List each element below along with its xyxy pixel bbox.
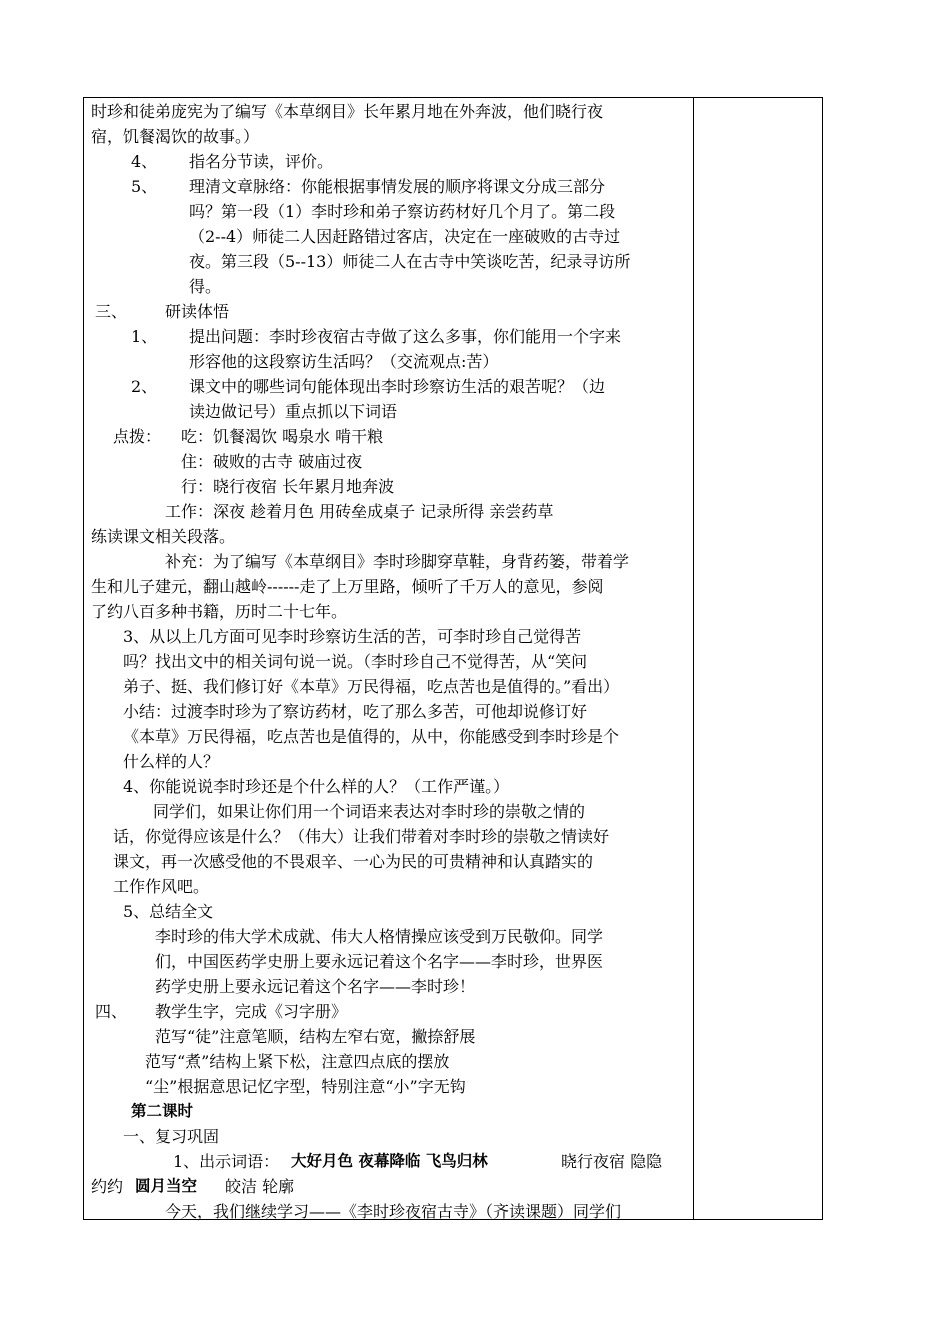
- list-number: 2、: [131, 377, 158, 396]
- section-number: 三、: [95, 302, 128, 321]
- text-line: （2--4）师徒二人因赶路错过客店，决定在一座破败的古寺过: [189, 227, 621, 246]
- text-line: 读边做记号）重点抓以下词语: [189, 402, 398, 421]
- text-line: 约约: [91, 1177, 124, 1196]
- text-line: 们，中国医药学史册上要永远记着这个名字——李时珍，世界医: [155, 952, 604, 971]
- text-line: 宿，饥餐渴饮的故事。）: [91, 127, 260, 146]
- text-line: 练读课文相关段落。: [91, 527, 236, 546]
- text-line: 什么样的人？: [123, 752, 220, 771]
- section-heading: 研读体悟: [165, 302, 230, 321]
- text-line: 范写“煮”结构上紧下松，注意四点底的摆放: [145, 1052, 450, 1071]
- text-line: 指名分节读，评价。: [189, 152, 334, 171]
- text-line: 话，你觉得应该是什么？（伟大）让我们带着对李时珍的崇敬之情读好: [113, 827, 610, 846]
- list-number: 1、: [131, 327, 158, 346]
- text-line: 课文，再一次感受他的不畏艰辛、一心为民的可贵精神和认真踏实的: [113, 852, 594, 871]
- text-line: 3、从以上几方面可见李时珍察访生活的苦，可李时珍自己觉得苦: [123, 627, 582, 646]
- text-line: 李时珍的伟大学术成就、伟大人格情操应该受到万民敬仰。同学: [155, 927, 604, 946]
- text-line: 了约八百多种书籍，历时二十七年。: [91, 602, 348, 621]
- list-number: 4、: [131, 152, 158, 171]
- text-line: 4、你能说说李时珍还是个什么样的人？（工作严谨。）: [123, 777, 510, 796]
- text-line: 今天，我们继续学习——《李时珍夜宿古寺》（齐读课题）同学们: [165, 1202, 622, 1221]
- text-line: 住：破败的古寺 破庙过夜: [181, 452, 363, 471]
- text-line: 夜。第三段（5--13）师徒二人在古寺中笑谈吃苦，纪录寻访所: [189, 252, 631, 271]
- lesson-plan-table: [83, 97, 823, 1220]
- text-line: 工作作风吧。: [113, 877, 210, 896]
- text-line: 生和儿子建元，翻山越岭------走了上万里路，倾听了千万人的意见，参阅: [91, 577, 604, 596]
- section-number: 四、: [95, 1002, 128, 1021]
- notes-cell: [694, 98, 822, 1219]
- text-line: “尘”根据意思记忆字型，特别注意“小”字无钩: [145, 1077, 466, 1096]
- text-line: 行：晓行夜宿 长年累月地奔波: [181, 477, 395, 496]
- text-line: 课文中的哪些词句能体现出李时珍察访生活的艰苦呢？（边: [189, 377, 606, 396]
- text-line: 同学们，如果让你们用一个词语来表达对李时珍的崇敬之情的: [153, 802, 586, 821]
- text-line: 补充：为了编写《本草纲目》李时珍脚穿草鞋，身背药篓，带着学: [165, 552, 630, 571]
- text-line: 小结：过渡李时珍为了察访药材，吃了那么多苦，可他却说修订好: [123, 702, 588, 721]
- text-line: 《本草》万民得福，吃点苦也是值得的，从中，你能感受到李时珍是个: [123, 727, 620, 746]
- lesson-heading: 第二课时: [131, 1102, 194, 1120]
- text-line: 5、总结全文: [123, 902, 214, 921]
- section-heading: 一、复习巩固: [123, 1127, 220, 1146]
- list-number: 5、: [131, 177, 158, 196]
- text-line: 吗？第一段（1）李时珍和弟子察访药材好几个月了。第二段: [189, 202, 616, 221]
- text-line: 药学史册上要永远记着这个名字——李时珍！: [155, 977, 476, 996]
- bold-words: 大好月色 夜幕降临 飞鸟归林: [291, 1152, 488, 1170]
- text-line: 工作：深夜 趁着月色 用砖垒成桌子 记录所得 亲尝药草: [165, 502, 554, 521]
- bold-words: 圆月当空: [135, 1177, 198, 1195]
- text-line: 吃：饥餐渴饮 喝泉水 啃干粮: [181, 427, 384, 446]
- text-line: 点拨：: [113, 427, 162, 446]
- text-line: 得。: [189, 277, 222, 296]
- text-line: 时珍和徒弟庞宪为了编写《本草纲目》长年累月地在外奔波，他们晓行夜: [91, 102, 604, 121]
- text-line: 吗？找出文中的相关词句说一说。（李时珍自己不觉得苦，从“笑问: [123, 652, 588, 671]
- text-line: 提出问题：李时珍夜宿古寺做了这么多事，你们能用一个字来: [189, 327, 622, 346]
- section-heading: 教学生字，完成《习字册》: [155, 1002, 348, 1021]
- text-line: 理清文章脉络：你能根据事情发展的顺序将课文分成三部分: [189, 177, 606, 196]
- text-line: 1、出示词语：: [173, 1152, 280, 1171]
- text-line: 皎洁 轮廓: [225, 1177, 295, 1196]
- text-line: 形容他的这段察访生活吗？（交流观点:苦）: [189, 352, 499, 371]
- text-line: 晓行夜宿 隐隐: [561, 1152, 663, 1171]
- text-line: 范写“徒”注意笔顺，结构左窄右宽，撇捺舒展: [155, 1027, 476, 1046]
- text-line: 弟子、挺、我们修订好《本草》万民得福，吃点苦也是值得的。”看出）: [123, 677, 620, 696]
